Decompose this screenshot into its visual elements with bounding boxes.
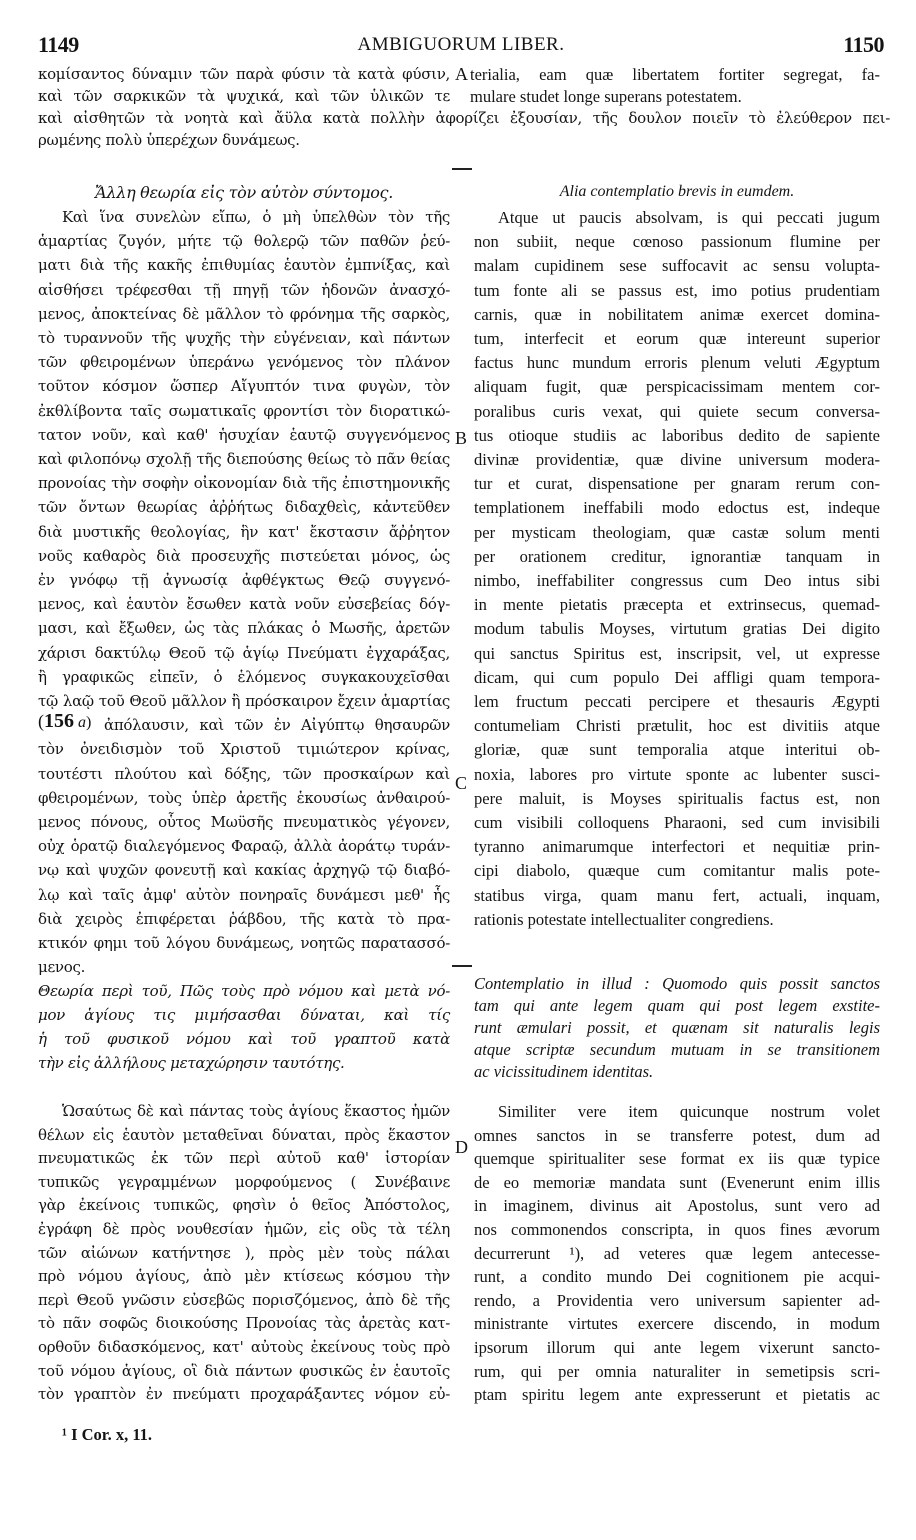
greek-line: τουτέστι πλούτου καὶ δόξης, τῶν προσκαίρων καὶ (38, 764, 450, 783)
latin-line: cipi diabolo, quæque cum comitantur malis pote- (474, 861, 880, 881)
greek-line: ορθοῦν διδασκόμενος, κατ' αὐτοὺς ἐκείνους τοὺς πρὸ (38, 1338, 450, 1356)
latin-line: per mysticam theologiam, quæ castæ solum menti (474, 522, 880, 542)
greek-line: διὰ μυστικῆς θεολογίας, ἣν κατ' ἔκστασιν ἄῤῥητον (38, 522, 450, 541)
latin-line: terialia, eam quæ libertatem fortiter segregat, fa- (470, 65, 880, 84)
greek-line: περὶ Θεοῦ γνῶσιν εὐσεβῶς πορισζόμενος, ἀπὸ δὲ τῆς (38, 1290, 450, 1309)
margin-marker-d: D (455, 1137, 468, 1157)
greek-line: πρὸ νόμου ἁγίους, ἀπὸ μὲν κτίσεως κόσμου τὴν (38, 1267, 450, 1286)
latin-line: tum, interfecit et eorum quæ intereunt superior (474, 329, 880, 348)
greek-line: μενος. (38, 958, 86, 977)
latin-line: dicam, qui cum populo Dei affligi quam tempora- (474, 667, 880, 687)
latin-line: malam cupidinem sese suffocavit ac sensu volupta- (474, 256, 880, 276)
latin-line: mulare studet longe superans potestatem. (470, 87, 742, 106)
greek-line: αἰσθήσει τρέφεσθαι τῇ πηγῇ τῶν ἡδονῶν ἀνασχό- (38, 280, 450, 299)
greek-line: φθειρομένων, τοὺς ὑπὲρ ἀρετῆς ἑκουσίως ἀνθαιρού- (38, 788, 450, 807)
latin-line: runt, a condito mundo Dei cognitionem pie acqui- (474, 1267, 880, 1287)
greek-line: πνευματικῶς ἐκ τῶν περὶ αὐτοῦ καθ' ἱστορίαν (38, 1149, 450, 1168)
latin-line: nimbo, ineffabiliter congressus cum Deo intus sibi (474, 571, 880, 590)
greek-line: μασι, καὶ ἔξωθεν, ὡς τὰς πλάκας ὁ Μωσῆς, ἀρετῶν (38, 619, 450, 638)
greek-line: μενος, ἀποκτείνας δὲ μᾶλλον τὸ φρόνημα τῆς σαρκὸς, (38, 304, 450, 323)
latin-line: in imaginem, divinus ait Apostolus, sunt vero ad (474, 1196, 880, 1216)
greek-heading-line: ἡ τοῦ φυσικοῦ νόμου καὶ τοῦ γραπτοῦ κατὰ (38, 1030, 450, 1048)
latin-heading-line: ac vicissitudinem identitas. (474, 1062, 654, 1081)
latin-line: in mente pietatis præcepta et extrinsecus, quemad- (474, 595, 880, 615)
latin-line: ipsorum illorum qui ante legem vixerunt sancto- (474, 1338, 880, 1357)
latin-line: per orationem creditur, ignorantiæ tanquam in (474, 546, 880, 566)
column-reference: (156 a) (38, 710, 92, 732)
latin-line: templationem ineffabili modo edoctus est, indeque (474, 498, 880, 518)
greek-line: ρωμένης πολὺ ὑπερέχων δυνάμεως. (38, 131, 300, 149)
latin-line: poralibus curis vexat, qui quiete secum conversa- (474, 401, 880, 421)
latin-line: tus otioque studiis ac laboribus dedito de sapiente (474, 425, 880, 445)
greek-line: ἁμαρτίας ζυγόν, μήτε τῷ θολερῷ τῶν παθῶν ῥεύ- (38, 232, 450, 251)
greek-line: ἐγράφη δὲ πρὸς νουθεσίαν ἡμῶν, εἰς οὓς τὰ τέλη (38, 1220, 450, 1238)
greek-line: τὸ τυραννοῦν τῆς ψυχῆς τὴν εὐγένειαν, καὶ πάντων (38, 329, 450, 347)
page-number-right: 1150 (843, 32, 884, 57)
greek-line: τὸν γραπτὸν ἐν πνεύματι προχαράξαντες νόμον εὐ- (38, 1385, 450, 1404)
greek-line: τατον νοῦν, καὶ καθ' ἡσυχίαν ἑαυτῷ συγγενόμενος (38, 425, 450, 444)
greek-line: καὶ τῶν σαρκικῶν τὰ ψυχικά, καὶ τῶν ὑλικῶν τε (38, 87, 450, 105)
greek-line: ἐκθλίβοντα ταῖς σωματικαῖς φροντίσι τὸν διορατικώ- (38, 401, 450, 420)
latin-line: aliquam fugit, quæ perspicacissimam mentem cor- (474, 377, 880, 397)
latin-line: qui sanctus Spiritus est, inscripsit, vel, ut expresse (474, 643, 880, 663)
latin-line: noxia, labores pro virtute sponte ac lubenter susci- (474, 764, 880, 784)
latin-line: gloriæ, quæ sunt temporalia atque interitui ob- (474, 740, 880, 760)
greek-line: καὶ αἰσθητῶν τὰ νοητὰ καὶ ἄϋλα κατὰ πολλὴν ἀφορίζει ἐξουσίαν, τῆς δουλον ποιεῖν τὸ ἐλεύθερον πει- (38, 109, 890, 127)
latin-line: ministrante virtutes exercere discendo, in modum (474, 1314, 880, 1334)
greek-line: νοῦς καθαρὸς διὰ προσευχῆς πιστεύεται μόνος, ὡς (38, 546, 450, 565)
greek-line: προνοίας τὴν σοφὴν οἰκονομίαν διὰ τῆς ἐπιστημονικῆς (38, 474, 450, 493)
column-letter: a (78, 714, 86, 731)
greek-line: διὰ χειρὸς ἐπιφέρεται ῥάβδου, τῆς κατὰ τὸ πρα- (38, 909, 450, 928)
latin-line: divinæ providentiæ, quæ divine universum modera- (474, 450, 880, 469)
margin-marker-b: B (455, 428, 468, 448)
latin-line: carnis, quæ in nobilitatem animæ exercet domina- (474, 304, 880, 324)
margin-marker-a: A (455, 64, 468, 84)
latin-line: omnes sanctos in se transferre potest, dum ad (474, 1125, 880, 1145)
latin-line: pere maluit, is Moyses spiritualis factus est, non (474, 788, 880, 808)
latin-section-heading: Alia contemplatio brevis in eumdem. (559, 183, 795, 200)
greek-line: μενος πόνους, οὗτος Μωϋσῆς πνευματικὸς γέγονεν, (38, 813, 450, 831)
greek-line: τῶν φθειρομένων ὑπεράνω γενόμενος τὸν πλάνον (38, 353, 450, 372)
latin-line: quemque spiritualiter sese format ex iis quæ typice (474, 1149, 880, 1169)
greek-line: γὰρ ἐκείνοις τυπικῶς, φησὶν ὁ θεῖος Ἀπόστολος, (38, 1196, 450, 1215)
latin-heading-line: tam qui ante legem quam qui post legem exstite- (474, 996, 880, 1015)
running-head (38, 32, 884, 58)
greek-line: λῳ καὶ ταῖς ἀμφ' αὐτὸν πονηραῖς δυνάμεσι μεθ' ἧς (38, 885, 450, 904)
latin-line: ptam spiritu legem ante expresserunt et pietatis ac (474, 1385, 880, 1405)
latin-heading-line: Contemplatio in illud : Quomodo quis possit sanctos (474, 974, 880, 993)
greek-line: μενος, καὶ ἑαυτὸν ἔσωθεν κατὰ νοῦν εὐσεβείας δόγ- (38, 595, 450, 614)
greek-line: τοῦτον κόσμον ὥσπερ Αἴγυπτόν τινα φυγὼν, τὸν (38, 377, 450, 396)
latin-line: modum tabulis Moyses, virtutum gratias Dei digito (474, 619, 880, 639)
latin-line: factus hunc mundum erroris plenum veluti Ægyptum (474, 353, 880, 373)
greek-line: τὸ πᾶν σοφῶς διοικούσης Προνοίας τὰς ἀρετὰς κατ- (38, 1314, 450, 1333)
latin-heading-line: atque scriptæ secundum mutuam in se transitionem (474, 1040, 880, 1059)
latin-line: non subiit, neque cœnoso passionum flumine per (474, 232, 880, 252)
greek-heading-line: τὴν εἰς ἀλλήλους μεταχώρησιν ταυτότης. (38, 1054, 345, 1072)
latin-line: tur et curat, dispensatione per gnaram rerum con- (474, 474, 880, 494)
footnote: ¹ I Cor. x, 11. (62, 1425, 153, 1444)
latin-line: rationis potestate intellectualiter congrediens. (474, 909, 774, 929)
greek-line: τῷ λαῷ τοῦ Θεοῦ μᾶλλον ἢ πρόσκαιρον ἔχειν ἁμαρτίας (38, 692, 450, 710)
latin-line: rum, qui per omnia naturaliter in semetipsis scri- (474, 1361, 880, 1381)
greek-heading-line: Θεωρία περὶ τοῦ, Πῶς τοὺς πρὸ νόμου καὶ μετὰ νό- (38, 982, 450, 1000)
greek-heading-line: μον ἁγίους τις μιμήσασθαι δύναται, καὶ τίς (38, 1006, 450, 1024)
section-divider (452, 965, 472, 967)
greek-line: ἀπόλαυσιν, καὶ τῶν ἐν Αἰγύπτῳ θησαυρῶν (104, 716, 450, 735)
latin-line: tum fonte ali se passus est, imo potius prudentiam (474, 280, 880, 300)
latin-line: decurrerunt ¹), ad veteres quæ legem antecesse- (474, 1243, 880, 1263)
greek-line: ἐν γνόφῳ τῇ ἀγνωσίᾳ ἀφθέγκτως Θεῷ συγγενό- (38, 571, 450, 589)
latin-line: Atque ut paucis absolvam, is qui peccati jugum (498, 208, 880, 227)
greek-line: κομίσαντος δύναμιν τῶν παρὰ φύσιν τὰ κατὰ φύσιν, (38, 65, 450, 83)
greek-line: τῶν ὄντων θεωρίας ἀῤῥήτως διδαχθεὶς, κἀντεῦθεν (38, 498, 450, 517)
latin-line: cum visibili colloquens Pharaoni, sed cum invisibili (474, 813, 880, 832)
greek-line: τὸν ὀνειδισμὸν τοῦ Χριστοῦ τιμιώτερον κρίνας, (38, 740, 450, 759)
greek-line: νῳ καὶ ψυχῶν φονευτῇ καὶ κακίας ἀρχηγῷ τῷ διαβό- (38, 861, 450, 880)
section-divider (452, 168, 472, 170)
greek-line: ἢ γραφικῶς εἰπεῖν, ὁ ἑλόμενος συγκακουχεῖσθαι (38, 667, 450, 686)
latin-heading-line: runt æmulari possit, et quænam sit naturalis legis (474, 1018, 880, 1037)
running-title: AMBIGUORUM LIBER. (357, 34, 565, 55)
page-number-left: 1149 (38, 32, 79, 57)
greek-line: τῶν αἰώνων κατήντησε ), πρὸς μὲν τοὺς πάλαι (38, 1243, 450, 1262)
latin-line: contumeliam Christi prætulit, hoc est divitiis atque (474, 716, 880, 736)
column-number: 156 (44, 710, 74, 732)
greek-section-heading: Ἄλλη θεωρία εἰς τὸν αὐτὸν σύντομος. (94, 183, 393, 202)
greek-line: Ὡσαύτως δὲ καὶ πάντας τοὺς ἁγίους ἕκαστος ἡμῶν (62, 1102, 450, 1120)
greek-line: Καὶ ἵνα συνελὼν εἴπω, ὁ μὴ ὑπελθὼν τὸν τῆς (62, 208, 450, 226)
greek-line: κτικόν φημι τοῦ λόγου δυνάμεως, νοητῶς παρατασσό- (38, 934, 450, 952)
greek-line: οὐχ ὁρατῷ διαλεγόμενος Φαραῷ, ἀλλὰ ἀοράτῳ τυράν- (38, 837, 450, 856)
latin-line: de eo memoriæ mandata sunt (Evenerunt enim illis (474, 1172, 880, 1192)
latin-line: rendo, a Providentia vero universum sapienter ad- (474, 1290, 880, 1310)
latin-line: tyranno animarumque interfectori et nequitiæ prin- (474, 837, 880, 857)
latin-line: lem fructum peccati percipere et thesauris Ægypti (474, 692, 880, 711)
greek-line: χάρισι δακτύλῳ Θεοῦ τῷ ἁγίῳ Πνεύματι ἐγχαράξας, (38, 643, 450, 662)
greek-line: ματι διὰ τῆς κακῆς ἐπιθυμίας ἑαυτὸν ἐμπνίξας, καὶ (38, 256, 450, 275)
margin-marker-c: C (455, 773, 468, 793)
greek-line: καὶ φιλοπόνῳ σχολῇ τῆς διεπούσης θείως τὸ πᾶν θείας (38, 450, 450, 468)
greek-line: θέλων εἰς ἑαυτὸν μεταθεῖναι δύναται, πρὸς ἕκαστον (38, 1125, 450, 1144)
greek-line: τοῦ νόμου ἁγίους, οἳ διὰ πάντων φυσικῶς ἐν ἑαυτοῖς (38, 1361, 450, 1380)
latin-line: nos commonendos conscripta, in quos fines ævorum (474, 1220, 880, 1239)
latin-line: statibus virga, quam manu fert, actuali, inquam, (474, 885, 880, 905)
latin-line: Similiter vere item quicunque nostrum volet (498, 1102, 880, 1121)
greek-line: τυπικῶς γεγραμμένων μορφούμενος ( Συνέβαινε (38, 1172, 450, 1191)
